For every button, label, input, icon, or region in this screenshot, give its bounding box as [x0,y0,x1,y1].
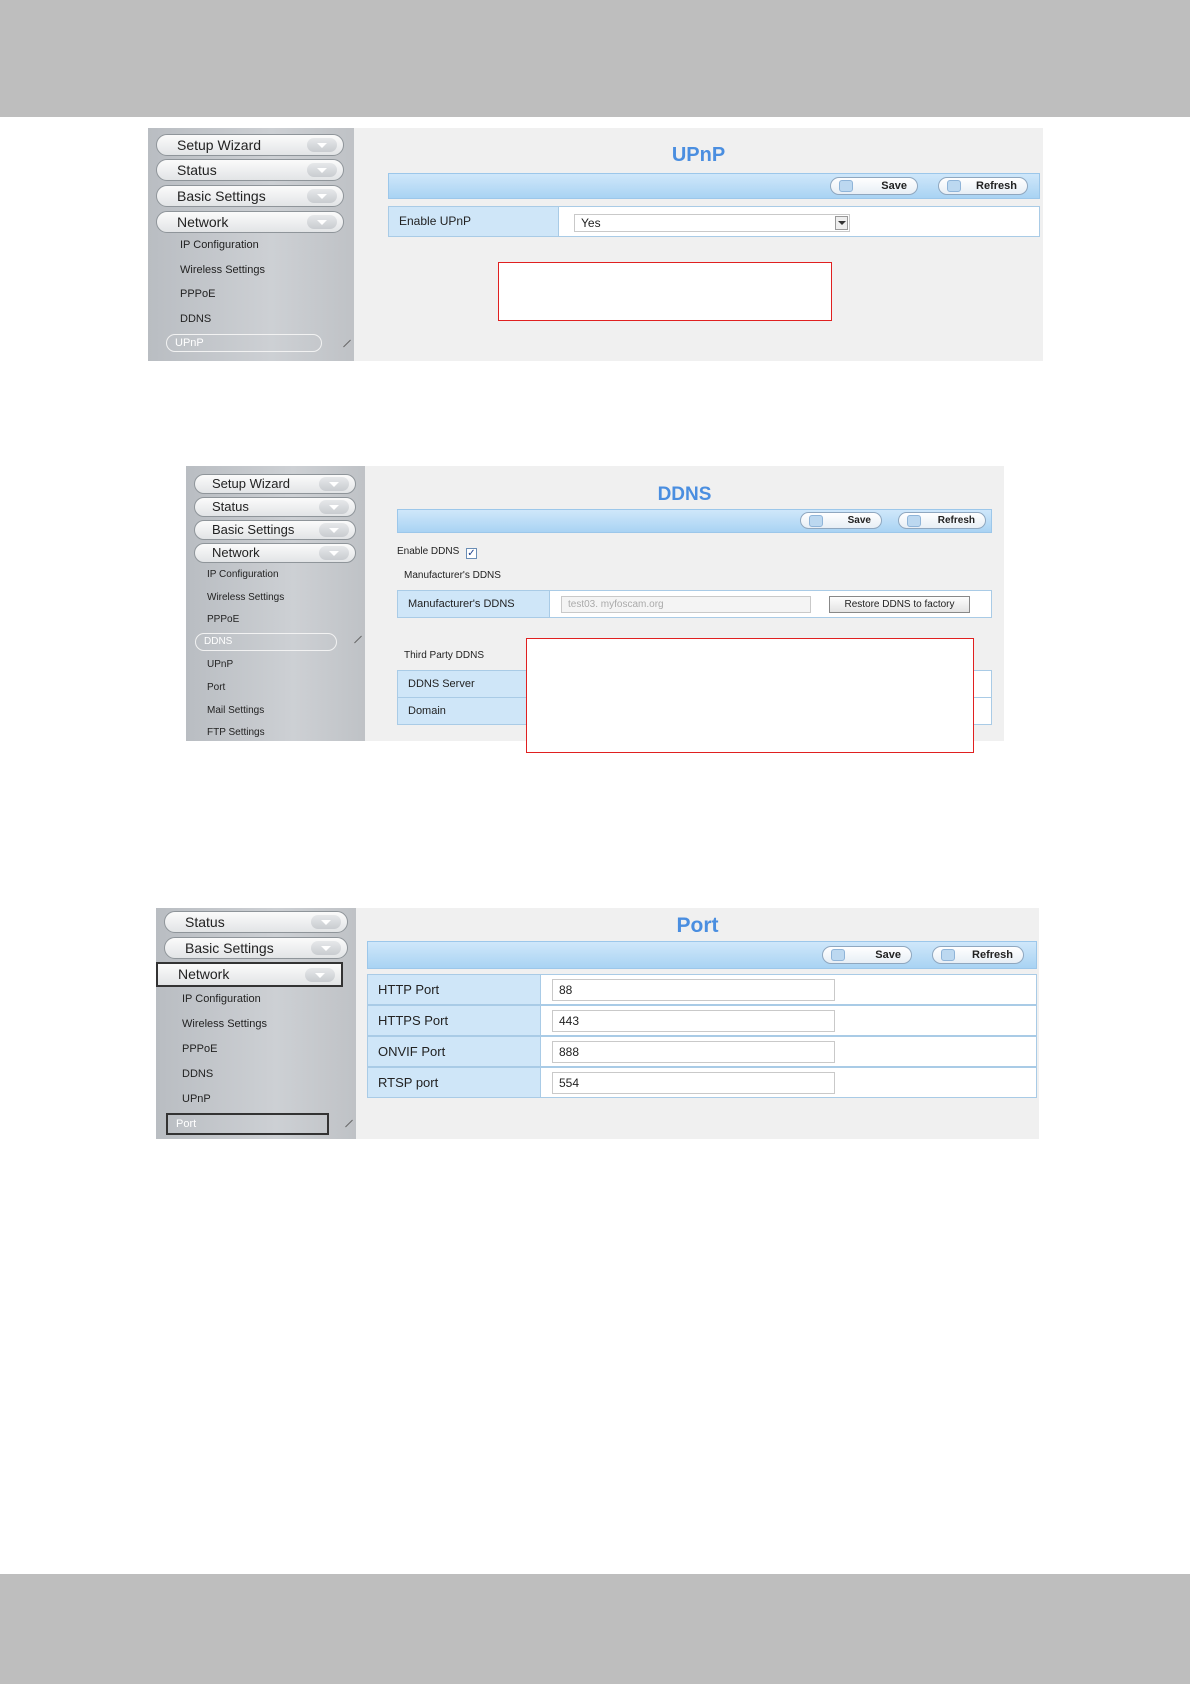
sidebar-pointer [343,340,351,348]
sidebar-item-wireless-settings[interactable]: Wireless Settings [182,1018,267,1030]
menu-label: Status [177,162,217,178]
https-port-row [367,1005,1037,1036]
menu-label: Setup Wizard [212,476,291,491]
sidebar-item-wireless-settings[interactable]: Wireless Settings [180,264,265,276]
chevron-down-icon [319,477,349,491]
menu-status[interactable] [164,911,348,933]
https-port-label: HTTPS Port [368,1006,541,1035]
sidebar-item-ddns[interactable]: DDNS [182,1068,214,1080]
menu-setup-wizard[interactable] [156,134,344,156]
enable-ddns-label: Enable DDNS [397,546,460,557]
menu-label: Network [212,545,260,560]
save-label: Save [881,180,907,192]
menu-label: Basic Settings [185,940,274,956]
refresh-icon [907,515,921,527]
menu-status[interactable] [194,497,356,517]
menu-basic-settings[interactable] [194,520,356,540]
sidebar-item-port[interactable]: Port [207,682,226,693]
menu-label: Basic Settings [212,522,295,537]
enable-upnp-row [388,206,1040,237]
menu-label: Basic Settings [177,188,266,204]
sidebar-item-mail-settings[interactable]: Mail Settings [207,705,265,716]
sidebar-item-wireless-settings[interactable]: Wireless Settings [207,592,285,603]
menu-setup-wizard[interactable] [194,474,356,494]
third-party-ddns-heading: Third Party DDNS [404,650,485,661]
page-title: DDNS [657,484,712,505]
toolbar [397,509,992,533]
enable-upnp-value: Yes [581,216,601,230]
menu-label: Status [185,914,225,930]
refresh-icon [941,949,955,961]
manufacturer-ddns-input[interactable]: test03. myfoscam.org [561,596,811,613]
refresh-button[interactable] [938,177,1028,195]
refresh-button[interactable] [932,946,1024,964]
menu-label: Status [212,499,249,514]
sidebar-item-upnp[interactable]: UPnP [182,1093,211,1105]
manufacturer-ddns-heading: Manufacturer's DDNS [404,570,501,581]
save-button[interactable] [822,946,912,964]
toolbar [388,173,1040,199]
onvif-port-label: ONVIF Port [368,1037,541,1066]
page-title: UPnP [671,144,726,166]
sidebar-item-ip-configuration[interactable]: IP Configuration [207,569,279,580]
ddns-sidebar [186,466,365,741]
redacted-area [526,638,974,753]
save-icon [839,180,853,192]
ddns-server-label: DDNS Server [398,671,550,697]
menu-status[interactable] [156,159,344,181]
toolbar [367,941,1037,969]
http-port-input[interactable]: 88 [552,979,835,1001]
page-title: Port [676,914,719,937]
menu-basic-settings[interactable] [156,185,344,207]
chevron-down-icon [307,215,337,229]
rtsp-port-label: RTSP port [368,1068,541,1097]
menu-label: Network [178,966,230,982]
chevron-down-icon [307,163,337,177]
page-header-band [0,0,1190,117]
sidebar-item-pppoe[interactable]: PPPoE [180,288,216,300]
port-screenshot [156,908,1039,1139]
chevron-down-icon [311,915,341,929]
enable-upnp-select[interactable] [574,214,850,232]
onvif-port-row [367,1036,1037,1067]
chevron-down-icon [319,523,349,537]
sidebar-pointer [345,1120,353,1128]
menu-basic-settings[interactable] [164,937,348,959]
enable-ddns-checkbox[interactable]: ✓ [467,548,476,559]
refresh-button[interactable] [898,512,986,529]
http-port-row [367,974,1037,1005]
refresh-label: Refresh [937,515,975,526]
refresh-label: Refresh [972,949,1013,961]
save-icon [809,515,823,527]
sidebar-item-ddns[interactable]: DDNS [195,633,337,651]
sidebar-item-ftp-settings[interactable]: FTP Settings [207,727,265,738]
sidebar-item-ip-configuration[interactable]: IP Configuration [180,239,259,251]
save-button[interactable] [800,512,882,529]
chevron-down-icon [319,546,349,560]
chevron-down-icon [311,941,341,955]
sidebar-item-upnp[interactable]: UPnP [166,334,322,352]
save-icon [831,949,845,961]
menu-network[interactable] [156,211,344,233]
chevron-down-icon [319,500,349,514]
rtsp-port-row [367,1067,1037,1098]
menu-label: Network [177,214,229,230]
menu-network[interactable] [194,543,356,563]
chevron-down-icon [307,189,337,203]
redacted-area [498,262,832,321]
save-label: Save [847,515,871,526]
save-label: Save [875,949,901,961]
upnp-screenshot [148,128,1043,361]
enable-upnp-label: Enable UPnP [389,207,559,236]
upnp-sidebar [148,128,354,361]
dropdown-arrow-icon [835,216,848,230]
save-button[interactable] [830,177,918,195]
sidebar-item-pppoe[interactable]: PPPoE [182,1043,218,1055]
manufacturer-ddns-label: Manufacturer's DDNS [398,591,550,617]
sidebar-item-port[interactable]: Port [166,1113,329,1135]
sidebar-item-ddns[interactable]: DDNS [180,313,212,325]
rtsp-port-input[interactable]: 554 [552,1072,835,1094]
chevron-down-icon [307,138,337,152]
sidebar-item-upnp[interactable]: UPnP [207,659,234,670]
refresh-icon [947,180,961,192]
menu-label: Setup Wizard [177,137,262,153]
https-port-input[interactable]: 443 [552,1010,835,1032]
http-port-label: HTTP Port [368,975,541,1004]
manufacturer-ddns-row [397,590,992,618]
menu-network[interactable] [156,962,343,987]
port-sidebar [156,908,356,1139]
domain-label: Domain [398,698,550,724]
sidebar-item-pppoe[interactable]: PPPoE [207,614,240,625]
sidebar-item-ip-configuration[interactable]: IP Configuration [182,993,261,1005]
chevron-down-icon [305,968,335,982]
restore-ddns-button[interactable]: Restore DDNS to factory [829,596,970,613]
sidebar-pointer [354,636,362,644]
page-footer-band [0,1574,1190,1684]
refresh-label: Refresh [976,180,1017,192]
onvif-port-input[interactable]: 888 [552,1041,835,1063]
